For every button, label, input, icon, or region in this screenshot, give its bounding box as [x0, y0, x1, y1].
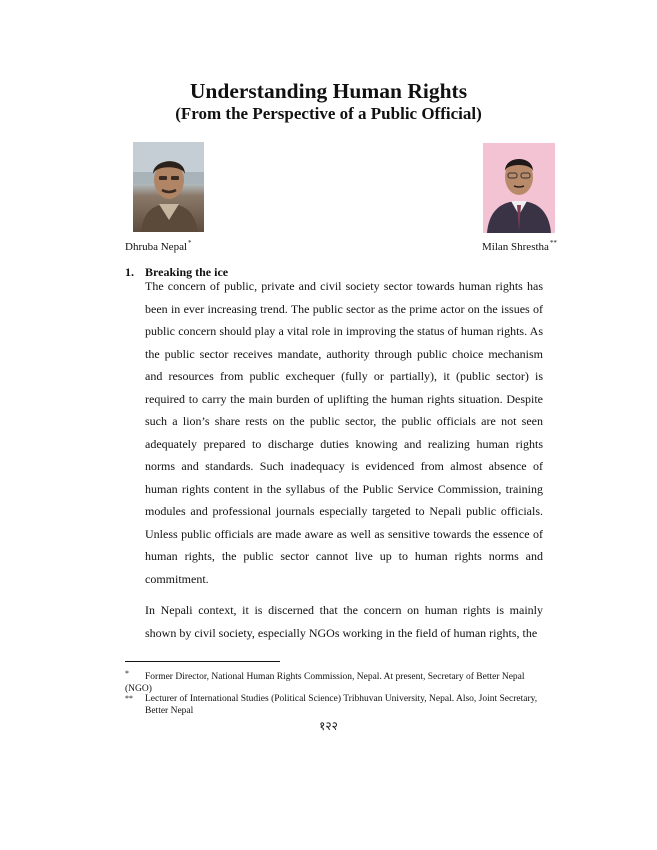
author-name-milan-shrestha — [482, 236, 557, 254]
author-footnote-mark: * — [188, 239, 192, 247]
footnote — [125, 693, 545, 717]
author-photo-dhruba-nepal — [133, 142, 204, 232]
footnote-mark: ** — [125, 694, 133, 703]
body-paragraph: The concern of public, private and civil society sector towards human rights has been in ever increasing trend. The public sector as the prime actor on the issues of public concern should play a vital role in improving the status of human rights. As the public sector receives mandate, authority through public choice mechanism and resources from public exchequer (fully or partially), it (public sector) is required to carry the main burden of uplifting the human rights situation. Despite such a lion’s share rests on the public sector, the public officials are not seen adequately prepared to discharge duties knowing and realizing human rights norms and standards. Such inadequacy is evidenced from almost absence of human rights content in the syllabus of the Public Service Commission, training modules and professional journals especially targeted to Nepali public officials. Unless public officials are made aware as well as sensitive towards the essence of human rights, the public sector cannot live up to human rights norms and commitment. — [145, 279, 543, 586]
footnote-divider — [125, 661, 280, 662]
footnote — [125, 668, 545, 695]
section-heading: Breaking the ice — [145, 265, 229, 279]
page-number: १२२ — [319, 719, 338, 733]
section-number: 1. — [125, 265, 134, 279]
footnote-text: Lecturer of International Studies (Political Science) Tribhuvan University, Nepal. Also, Joint Secretary, Better Nepal — [145, 694, 538, 716]
author-photo-milan-shrestha — [483, 143, 555, 233]
author-name-text: Dhruba Nepal — [125, 241, 188, 253]
page-title: Understanding Human Rights — [189, 79, 468, 103]
page-subtitle: (From the Perspective of a Public Official) — [175, 104, 482, 123]
footnote-mark: * — [125, 669, 129, 678]
author-name-text: Milan Shrestha — [482, 241, 549, 253]
author-name-dhruba-nepal — [125, 236, 192, 254]
author-photo-dhruba-nepal-image — [133, 142, 204, 232]
body-paragraph: In Nepali context, it is discerned that the concern on human rights is mainly shown by civil society, especially NGOs working in the field of human rights, the — [145, 603, 543, 640]
author-photo-milan-shrestha-image — [483, 143, 555, 233]
author-footnote-mark: ** — [549, 239, 557, 247]
footnote-text: Former Director, National Human Rights Commission, Nepal. At present, Secretary of Better Nepal (NGO) — [125, 672, 525, 694]
